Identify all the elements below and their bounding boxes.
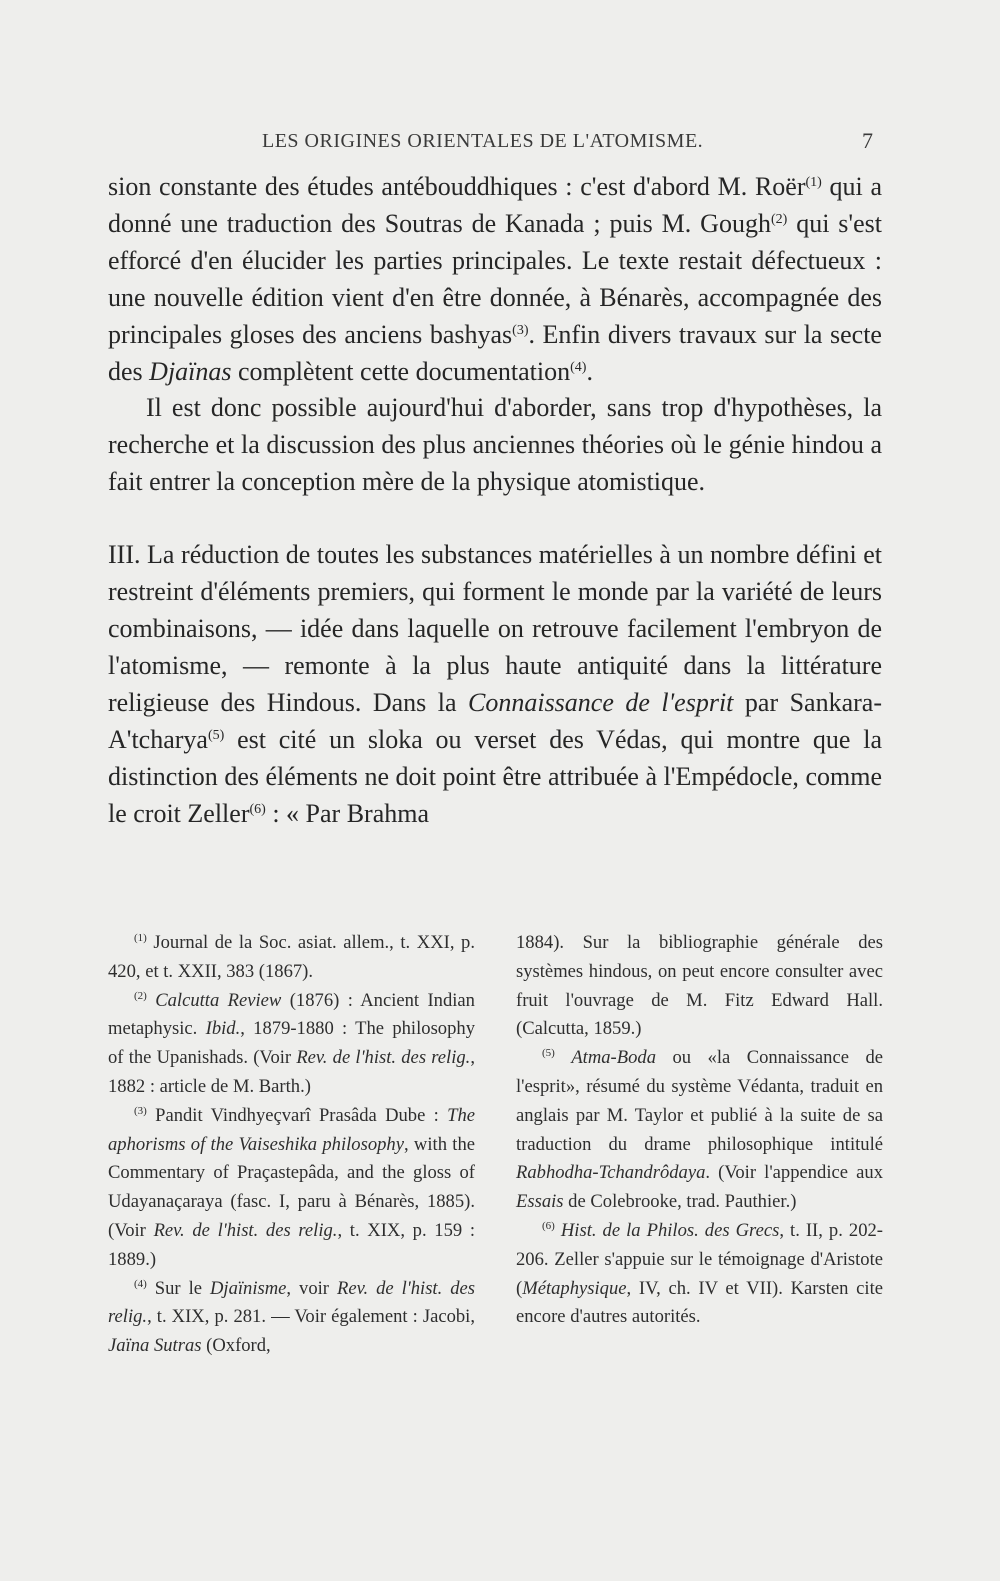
paragraph-gap xyxy=(108,501,882,537)
footnote-text: , t. XIX, p. 281. — Voir également : Jacobi, xyxy=(147,1306,475,1328)
footnote-text: Journal de la Soc. asiat. allem., t. XXI, p. 420, et t. XXII, 383 (1867). xyxy=(108,932,475,982)
footnote-2 xyxy=(108,987,475,1102)
text-run: qui a donné une traduction des Soutras de Kanada ; puis M. Gough xyxy=(108,172,882,238)
footnotes-left-column xyxy=(108,929,475,1361)
footnote-text: , voir xyxy=(286,1277,337,1299)
page-number: 7 xyxy=(862,128,874,153)
text-run: complètent cette documentation xyxy=(231,356,571,386)
footnote-ref-2: (2) xyxy=(770,211,788,227)
paragraph-continued xyxy=(108,169,882,390)
italic-title: Connaissance de l'esprit xyxy=(468,687,734,717)
italic-title: Essais xyxy=(516,1191,564,1213)
footnote-text: , with the Commentary of Praçastepâda, and the gloss of Udayanaçaraya (fasc. I, paru à Bénarès, 1885). (Voir xyxy=(108,1133,476,1241)
italic-title: Rev. de l'hist. des relig. xyxy=(108,1277,475,1328)
footnote-4-continued: 1884). Sur la bibliographie générale des systèmes hindous, on peut encore consulter avec fruit l'ouvrage de M. Fitz Edward Hall. (Calcutta, 1859.) xyxy=(516,932,883,1040)
text-run: . Enfin divers travaux sur la secte des xyxy=(108,319,882,386)
footnote-text: , 1879-1880 : The philosophy of the Upanishads. (Voir xyxy=(108,1018,475,1069)
italic-title: Atma-Boda xyxy=(571,1047,657,1069)
italic-title: Jaïna Sutras xyxy=(108,1335,202,1357)
footnote-text: , 1882 : article de M. Barth.) xyxy=(108,1047,475,1097)
footnote-ref-1: (1) xyxy=(805,175,822,190)
italic-title: The aphorisms of the Vaiseshika philosophy xyxy=(108,1104,475,1155)
footnote-mark: (2) xyxy=(134,989,147,1002)
italic-term: Djaïnas xyxy=(149,356,232,386)
running-title: LES ORIGINES ORIENTALES DE L'ATOMISME. xyxy=(262,130,704,152)
italic-title: Rev. de l'hist. des relig. xyxy=(296,1047,471,1069)
footnote-text: (Oxford, xyxy=(201,1335,271,1357)
footnote-ref-5: (5) xyxy=(207,727,225,743)
section-number: III. xyxy=(108,540,141,570)
footnote-text: Pandit Vindhyeçvarî Prasâda Dube : xyxy=(146,1104,448,1126)
footnote-6 xyxy=(516,1217,883,1332)
footnote-text: ou «la Connaissance de l'esprit», résumé du système Védanta, traduit en anglais par M. Taylor et publié à la suite de sa traduction du drame philosophique intitulé xyxy=(516,1047,883,1155)
footnote-5 xyxy=(516,1044,883,1217)
footnote-mark: (5) xyxy=(542,1047,555,1060)
main-text xyxy=(108,169,882,832)
text-run: par Sankara-A'tcharya xyxy=(108,687,882,754)
footnote-text: , IV, ch. IV et VII). Karsten cite encore d'autres autorités. xyxy=(516,1277,883,1328)
text-run: est cité un sloka ou verset des Védas, qui montre que la distinction des éléments ne doit point être attribuée à l'Empédocle, comme le croit Zeller xyxy=(108,724,882,828)
text-run: La réduction de toutes les substances matérielles à un nombre défini et restreint d'éléments premiers, qui forment le monde par la variété de leurs combinaisons, — idée dans laquelle on retrouve facilement l'embryon de l'atomisme, — remonte à la plus haute antiquité dans la littérature religieuse des Hindous. Dans la xyxy=(108,540,882,717)
footnote-text: (1876) : Ancient Indian metaphysic. xyxy=(108,989,475,1040)
footnote-mark: (4) xyxy=(134,1277,147,1290)
footnote-text: de Colebrooke, trad. Pauthier.) xyxy=(563,1191,797,1213)
italic-title: Calcutta Review xyxy=(155,989,282,1011)
text-run: : « Par Brahma xyxy=(265,798,429,828)
footnote-3 xyxy=(108,1102,475,1275)
text-run: qui s'est efforcé d'en élucider les parties principales. Le texte restait défectueux : une nouvelle édition vient d'en être donnée, à Bénarès, accompagnée des principales gloses des anciens bashyas xyxy=(108,208,882,349)
footnote-4 xyxy=(108,1275,475,1361)
italic-title: Rabhodha-Tchandrôdaya xyxy=(516,1162,706,1184)
text-run: . xyxy=(586,356,593,386)
footnote-ref-6: (6) xyxy=(249,801,266,817)
footnote-text: Sur le xyxy=(146,1277,210,1299)
footnote-text: , t. II, p. 202-206. Zeller s'appuie sur le témoignage d'Aristote ( xyxy=(516,1219,883,1299)
footnote-ref-4: (4) xyxy=(570,359,587,375)
text-run: sion constante des études antébouddhiques : c'est d'abord M. Roër xyxy=(108,172,806,201)
italic-title: Hist. de la Philos. des Grecs xyxy=(560,1219,780,1241)
footnote-text: , t. XIX, p. 159 : 1889.) xyxy=(108,1219,476,1270)
italic-title: Rev. de l'hist. des relig. xyxy=(153,1219,338,1241)
footnotes-right-column xyxy=(516,929,883,1361)
section-paragraph xyxy=(108,537,882,832)
footnote-1 xyxy=(108,929,475,987)
footnote-mark: (3) xyxy=(134,1104,147,1117)
italic-title: Ibid. xyxy=(205,1018,241,1040)
italic-term: Djaïnisme xyxy=(209,1277,287,1299)
footnote-ref-3: (3) xyxy=(512,322,529,338)
italic-title: Métaphysique xyxy=(522,1277,627,1299)
footnote-mark: (6) xyxy=(542,1219,555,1232)
footnote-text: . (Voir l'appendice aux xyxy=(705,1162,883,1184)
footnote-mark: (1) xyxy=(134,932,147,944)
footnotes xyxy=(108,929,883,1361)
page-header xyxy=(0,126,1000,156)
paragraph: Il est donc possible aujourd'hui d'aborder, sans trop d'hypothèses, la recherche et la discussion des plus anciennes théories où le génie hindou a fait entrer la conception mère de la physique atomistique. xyxy=(108,393,882,497)
